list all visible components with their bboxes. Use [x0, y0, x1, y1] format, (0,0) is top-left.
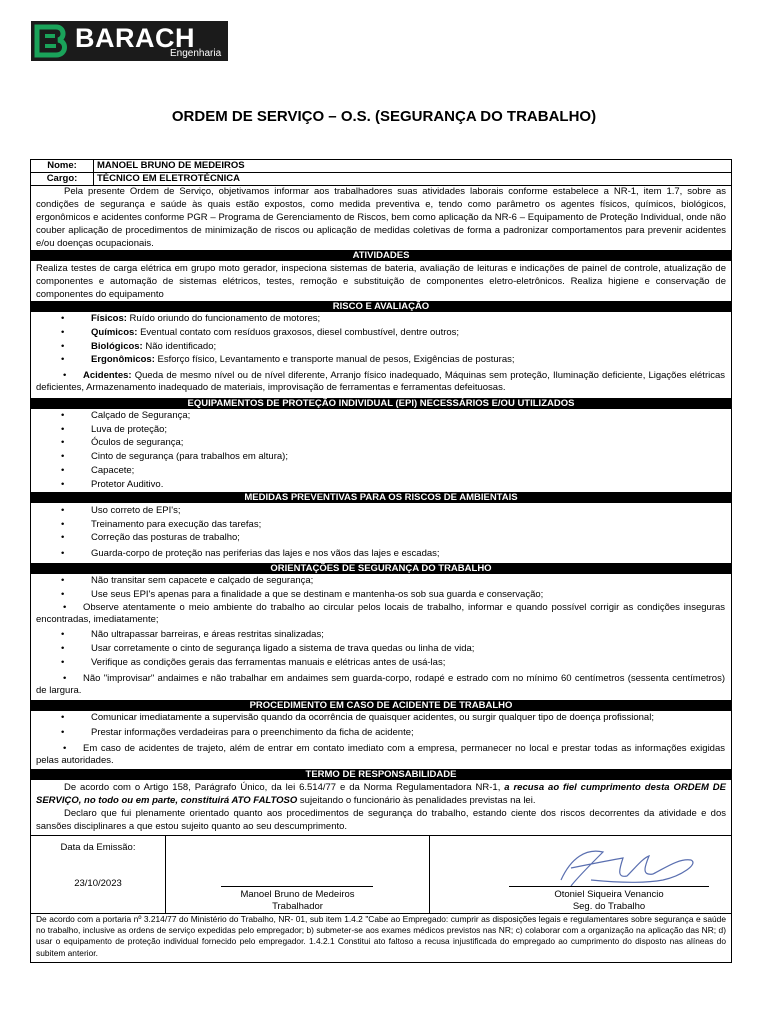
preventive-item: • Correção das posturas de trabalho; — [91, 532, 725, 544]
epi-item: • Cinto de segurança (para trabalhos em altura); — [91, 451, 725, 463]
company-logo — [31, 21, 228, 61]
risk-item-label: Físicos: — [91, 313, 127, 324]
section-heading-orientacoes: ORIENTAÇÕES DE SEGURANÇA DO TRABALHO — [31, 563, 731, 574]
worker-role: Trabalhador — [272, 901, 323, 912]
service-order-form — [30, 159, 732, 963]
worker-name: Manoel Bruno de Medeiros — [240, 889, 355, 900]
name-label: Nome: — [31, 160, 94, 172]
technician-signature — [531, 840, 716, 892]
document-title: ORDEM DE SERVIÇO – O.S. (SEGURANÇA DO TRABALHO) — [171, 108, 597, 125]
section-heading-atividades: ATIVIDADES — [31, 250, 731, 261]
issue-date-label: Data da Emissão: — [60, 842, 136, 853]
risk-item-text: Queda de mesmo nível ou de nível diferente, Arranjo físico inadequado, Máquinas sem proteção, Iluminação deficiente, Ligações elétricas deficientes, Armazenamento inadequado de materiais, improvisação de ferramentas e ferramentas defeituosas. — [36, 370, 725, 393]
activities-text: Realiza testes de carga elétrica em grupo moto gerador, inspeciona sistemas de bateria, avaliação de leituras e indicações de painel de controle, atualização de componentes e automação de sistemas elétricos, testes, remoção e substituição de componentes eletro-eletrônicos. Realiza higiene e conservação de componentes do equipamento — [36, 263, 726, 300]
issue-date-value: 23/10/2023 — [74, 878, 122, 889]
logo-subtitle: Engenharia — [170, 48, 222, 59]
barach-logo-icon — [34, 24, 70, 58]
section-heading-risco: RISCO E AVALIAÇÃO — [31, 301, 731, 312]
epi-item: • Calçado de Segurança; — [91, 410, 725, 422]
procedure-item: • Prestar informações verdadeiras para o preenchimento da ficha de acidente; — [91, 727, 725, 739]
signature-block — [31, 835, 731, 914]
responsibility-paragraph-2: Declaro que fui plenamente orientado quanto aos procedimentos de segurança do trabalho, estando ciente dos riscos decorrentes da atividade e dos sansões disciplinares a que estou sujeito quanto ao seu descumprimento. — [36, 808, 726, 832]
responsibility-paragraph-1 — [36, 781, 726, 807]
role-label: Cargo: — [31, 173, 94, 185]
technician-role: Seg. do Trabalho — [572, 901, 646, 912]
intro-paragraph: Pela presente Ordem de Serviço, objetivamos informar aos trabalhadores suas atividades laborais conforme estabelece a NR-1, item 1.7, sobre as condições de segurança e saúde às quais estão expostos, como medida preventiva e, tendo como parâmetro os agentes físicos, químicos, biológicos, ergonômicos e acidentes conforme PGR – Programa de Gerenciamento de Riscos, bem como aplicação da NR-6 – Equipamento de Proteção Individual, onde não couber aplicação de procedimentos de minimização de riscos ou aplicação de medidas coletivas de forma a padronizar comportamentos para prevenir acidentes e/ou doenças ocupacionais. — [36, 186, 726, 249]
guideline-item: • Verifique as condições gerais das ferramentas manuais e elétricas antes de usá-las; — [91, 657, 725, 669]
section-heading-medidas: MEDIDAS PREVENTIVAS PARA OS RISCOS DE AMBIENTAIS — [31, 492, 731, 503]
epi-item: • Luva de proteção; — [91, 424, 725, 436]
risk-item-text: Esforço físico, Levantamento e transporte manual de pesos, Exigências de posturas; — [154, 354, 515, 365]
risk-item-label: Biológicos: — [91, 341, 143, 352]
preventive-item: • Treinamento para execução das tarefas; — [91, 519, 725, 531]
role-value: TÉCNICO EM ELETROTÉCNICA — [97, 173, 241, 184]
risk-item — [91, 354, 725, 366]
logo-wordmark: BARACH — [75, 23, 195, 53]
responsibility-text-end: sujeitando o funcionário às penalidades previstas na lei. — [297, 795, 536, 806]
section-heading-procedimento: PROCEDIMENTO EM CASO DE ACIDENTE DE TRABALHO — [31, 700, 731, 711]
epi-item: • Protetor Auditivo. — [91, 479, 725, 491]
legal-footer: De acordo com a portaria nº 3.214/77 do Ministério do Trabalho, NR- 01, sub item 1.4.2 "Cabe ao Empregado: cumprir as disposições legais e regulamentares sobre segurança e saúde no trabalho, inclusive as ordens de serviço expedidas pelo empregador; b) submeter-se aos exames médicos previstos nas NR; c) colaborar com a organização na aplicação das NR; d) usar o equipamento de proteção individual fornecido pelo empregador. 1.4.2.1 Constitui ato faltoso a recusa injustificada do empregado ao cumprimento do disposto nas alíneas do subitem anterior. — [36, 914, 726, 958]
risk-item — [91, 341, 725, 353]
responsibility-text-start: De acordo com o Artigo 158, Parágrafo Único, da lei 6.514/77 e da Norma Regulamentadora NR-1, — [64, 782, 505, 793]
section-heading-termo: TERMO DE RESPONSABILIDADE — [31, 769, 731, 780]
procedure-item: • Comunicar imediatamente a supervisão quando da ocorrência de quaisquer acidentes, ou surgir qualquer tipo de doença profissional; — [91, 712, 725, 724]
risk-item-label: Químicos: — [91, 327, 138, 338]
procedure-item: • Em caso de acidentes de trajeto, além de entrar em contato imediato com a empresa, permanecer no local e prestar todas as informações exigidas pelas autoridades. — [36, 743, 725, 767]
risk-item — [91, 313, 725, 325]
epi-item: • Óculos de segurança; — [91, 437, 725, 449]
preventive-item: • Uso correto de EPI's; — [91, 505, 725, 517]
guideline-item: • Usar corretamente o cinto de segurança ligado a sistema de trava quedas ou linha de vida; — [91, 643, 725, 655]
name-value: MANOEL BRUNO DE MEDEIROS — [97, 160, 245, 171]
guideline-item: • Não ultrapassar barreiras, e áreas restritas sinalizadas; — [91, 629, 725, 641]
risk-item — [36, 370, 725, 394]
guideline-item: • Não "improvisar" andaimes e não trabalhar em andaimes sem guarda-corpo, rodapé e estrado com no mínimo 60 centímetros (sessenta centímetros) de largura. — [36, 673, 725, 697]
guideline-item: • Não transitar sem capacete e calçado de segurança; — [91, 575, 725, 587]
responsibility-emphasis: a recusa ao fiel cumprimento desta ORDEM DE SERVIÇO, no todo ou em parte, constituirá ATO FALTOSO — [36, 782, 726, 806]
section-heading-epi: EQUIPAMENTOS DE PROTEÇÃO INDIVIDUAL (EPI) NECESSÁRIOS E/OU UTILIZADOS — [31, 398, 731, 409]
name-row — [31, 160, 731, 173]
risk-item-text: Ruído oriundo do funcionamento de motores; — [126, 313, 321, 324]
risk-item-label: Acidentes: — [83, 370, 132, 381]
guideline-item: • Use seus EPI's apenas para a finalidade a que se destinam e mantenha-os sob sua guarda e conservação; — [91, 589, 725, 601]
epi-item: • Capacete; — [91, 465, 725, 477]
risk-item-text: Eventual contato com resíduos graxosos, diesel combustível, dentre outros; — [137, 327, 460, 338]
guideline-item: • Observe atentamente o meio ambiente do trabalho ao circular pelos locais de trabalho, informar e quando possível corrigir as condições inseguras encontradas, imediatamente; — [36, 602, 725, 626]
risk-item-label: Ergonômicos: — [91, 354, 155, 365]
risk-item — [91, 327, 725, 339]
technician-name: Otoniel Siqueira Venancio — [554, 889, 664, 900]
preventive-item: • Guarda-corpo de proteção nas periferias das lajes e nos vãos das lajes e escadas; — [91, 548, 725, 560]
risk-item-text: Não identificado; — [142, 341, 217, 352]
